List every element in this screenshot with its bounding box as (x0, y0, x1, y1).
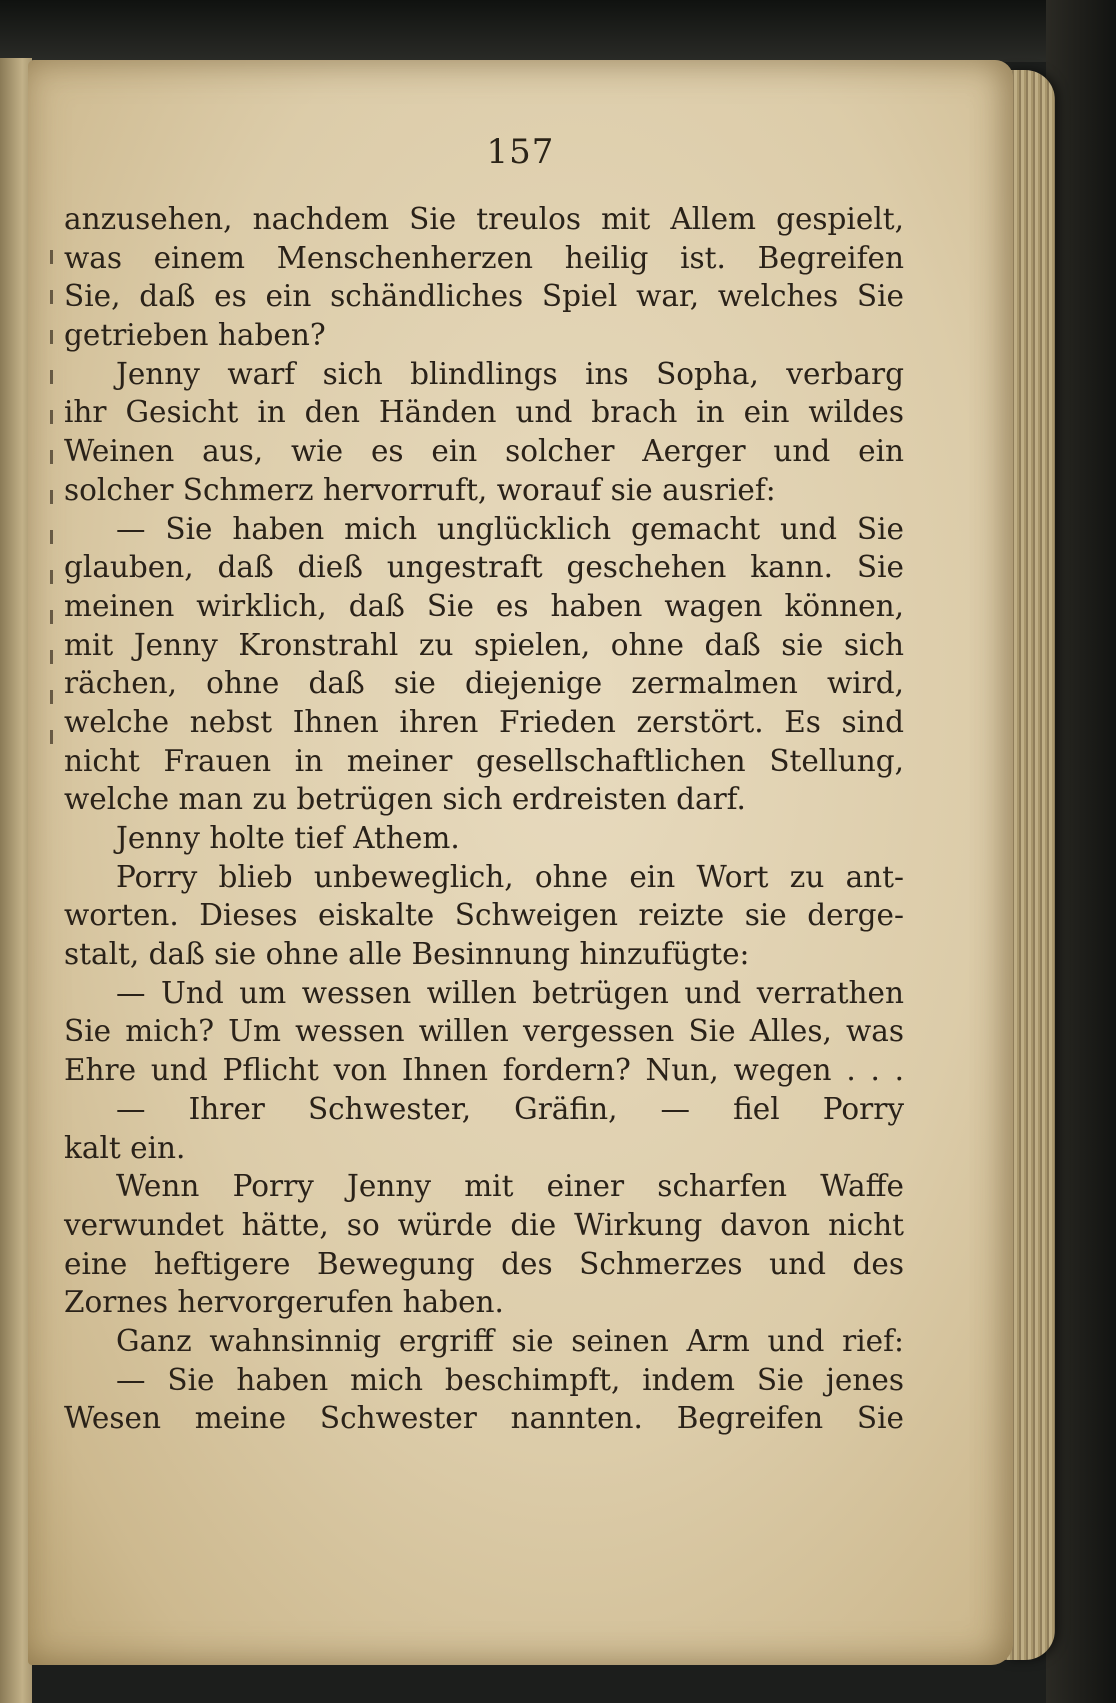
text-line: Porry blieb unbeweglich, ohne ein Wort zu ant- (116, 859, 904, 894)
text-line: — Sie haben mich beschimpft, indem Sie jenes (116, 1362, 904, 1397)
body-text (64, 200, 904, 1438)
text-line: rächen, ohne daß sie diejenige zermalmen wird, (64, 666, 904, 701)
book-cover-right (1046, 0, 1116, 1703)
book-cover-top (0, 0, 1116, 62)
text-line: Sie mich? Um wessen willen vergessen Sie Alles, was (64, 1014, 904, 1049)
text-line: Wenn Porry Jenny mit einer scharfen Waffe (116, 1169, 904, 1204)
text-line: Weinen aus, wie es ein solcher Aerger und ein (64, 434, 904, 469)
text-line: mit Jenny Kronstrahl zu spielen, ohne daß sie sich (64, 627, 904, 662)
text-line: solcher Schmerz hervorruft, worauf sie ausrief: (64, 472, 776, 507)
text-line: nicht Frauen in meiner gesellschaftlichen Stellung, (64, 743, 904, 778)
text-line: — Ihrer Schwester, Gräfin, — fiel Porry (116, 1091, 904, 1126)
text-line: Ganz wahnsinnig ergriff sie seinen Arm und rief: (116, 1323, 904, 1358)
book-page (28, 60, 1013, 1665)
text-line: Wesen meine Schwester nannten. Begreifen Sie (64, 1401, 904, 1436)
text-line: Sie, daß es ein schändliches Spiel war, welches Sie (64, 279, 904, 314)
text-line: anzusehen, nachdem Sie treulos mit Allem gespielt, (64, 202, 904, 236)
text-line: Jenny holte tief Athem. (116, 821, 460, 855)
page-number: 157 (486, 132, 555, 172)
text-line: Ehre und Pflicht von Ihnen fordern? Nun, wegen . . . (64, 1053, 904, 1088)
text-line: verwundet hätte, so würde die Wirkung davon nicht (64, 1207, 904, 1242)
text-line: meinen wirklich, daß Sie es haben wagen können, (64, 588, 904, 623)
text-line: worten. Dieses eiskalte Schweigen reizte sie derge- (64, 898, 904, 933)
text-line: stalt, daß sie ohne alle Besinnung hinzufügte: (64, 937, 750, 972)
text-line: kalt ein. (64, 1130, 186, 1165)
text-line: welche man zu betrügen sich erdreisten darf. (64, 782, 746, 817)
text-line: — Und um wessen willen betrügen und verrathen (116, 975, 904, 1010)
text-line: was einem Menschenherzen heilig ist. Begreifen (64, 240, 904, 275)
text-line: eine heftigere Bewegung des Schmerzes und des (64, 1246, 904, 1281)
text-line: — Sie haben mich unglücklich gemacht und Sie (116, 511, 904, 546)
text-line: welche nebst Ihnen ihren Frieden zerstört. Es sind (64, 704, 904, 739)
text-line: Jenny warf sich blindlings ins Sopha, verbarg (116, 356, 904, 391)
text-line: getrieben haben? (64, 318, 326, 353)
text-line: Zornes hervorgerufen haben. (64, 1285, 504, 1320)
margin-marks (50, 250, 53, 750)
text-line: ihr Gesicht in den Händen und brach in ein wildes (64, 395, 904, 430)
text-line: glauben, daß dieß ungestraft geschehen kann. Sie (64, 550, 904, 585)
